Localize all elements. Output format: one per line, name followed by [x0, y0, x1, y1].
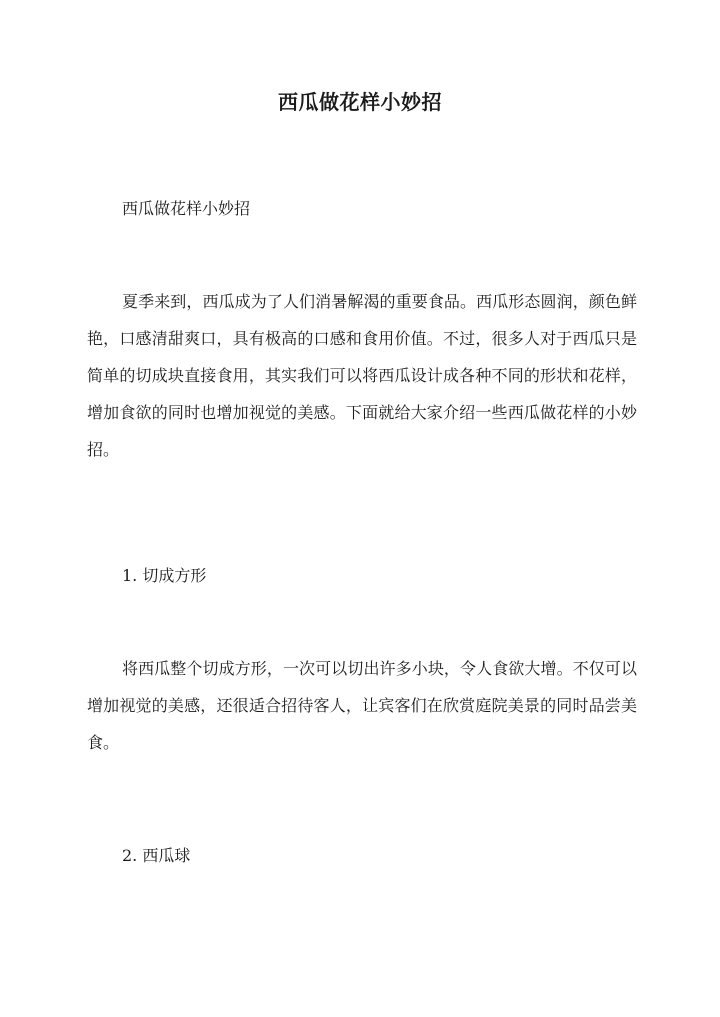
- document-subtitle: 西瓜做花样小妙招: [122, 199, 251, 218]
- intro-paragraph: 夏季来到，西瓜成为了人们消暑解渴的重要食品。西瓜形态圆润，颜色鲜艳，口感清甜爽口，具有极高的口感和食用价值。不过，很多人对于西瓜只是简单的切成块直接食用，其实我们可以将西瓜设计成各种不同的形状和花样，增加食欲的同时也增加视觉的美感。下面就给大家介绍一些西瓜做花样的小妙招。: [87, 292, 637, 459]
- section-body-cut-square: 将西瓜整个切成方形，一次可以切出许多小块，令人食欲大增。不仅可以增加视觉的美感，还很适合招待客人，让宾客们在欣赏庭院美景的同时品尝美食。: [87, 659, 637, 752]
- section-heading-cut-square: 1. 切成方形: [122, 566, 207, 585]
- page-title: 西瓜做花样小妙招: [278, 90, 442, 114]
- section-heading-melon-balls: 2. 西瓜球: [122, 846, 191, 865]
